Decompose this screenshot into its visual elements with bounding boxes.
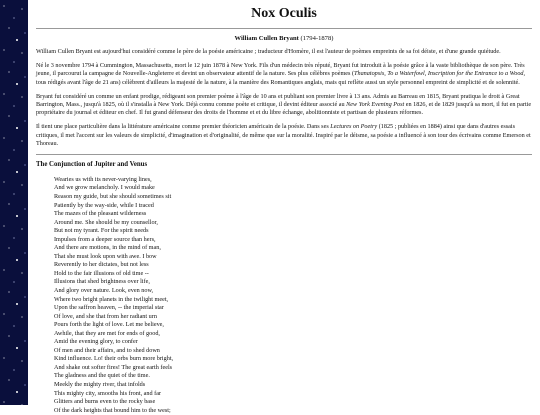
site-title: Nox Oculis (251, 6, 317, 21)
poem-line: And we grow melancholy. I would make (54, 184, 155, 192)
bio-paragraph-2-text-b: , tous rédigés avant l'âge de 21 ans) célèbrent d'ailleurs la majesté de la nature, à la manière des Romantiques anglais, mais qui reflète aussi un style personnel empreint de simplicité et de solennité. (36, 70, 526, 86)
poem-line: Reason my guide, but she should sometimes sit (54, 192, 172, 200)
poem-line: Illusions that shed brightness over life, (54, 278, 150, 286)
poem-line: Reverently to her dictates, but not less (54, 261, 149, 269)
poem-line: This mighty city, smooths his front, and far (54, 389, 162, 397)
poem-line: Amid the evening glory, to confer (54, 338, 138, 346)
poem-line: Meekly the mighty river, that infolds (54, 381, 146, 388)
author-dates: (1794-1878) (298, 35, 334, 42)
poem-body (54, 176, 532, 415)
poem-line: Impulses from a deeper source than hers, (54, 235, 156, 243)
poem-line: Kind influence. Lo! their orbs burn more bright, (54, 355, 174, 363)
author-name: William Cullen Bryant (234, 35, 299, 42)
poem-line: Of the dark heights that bound him to the west; (54, 406, 171, 414)
newspaper-title: New York Evening Post (346, 100, 405, 108)
bio-paragraph-4 (36, 123, 532, 148)
lectures-title: Lectures on Poetry (330, 123, 378, 131)
title-divider (36, 28, 532, 29)
bio-paragraph-3 (36, 93, 532, 118)
poem-title-thanatopsis: Thanatopsis (354, 70, 385, 78)
bio-paragraph-2-text-a: Né le 3 novembre 1794 à Cummington, Massachusetts, mort le 12 juin 1878 à New York. Fils d'un médecin très réputé, Bryant fut introduit à la poésie grâce à la vaste bibliothèque de son père. Très jeune, il parcourut la campagne de Nouvelle-Angleterre et devint un observateur attentif de la nature. Ses plus célèbres poèmes ( (36, 62, 525, 78)
page-content (36, 0, 532, 414)
poem-title-inscription: Inscription for the Entrance to a Wood (427, 70, 524, 78)
poem-line: Patiently by the way-side, while I traced (54, 201, 154, 209)
poem-line: Of love, and she that from her radiant urn (54, 312, 157, 320)
bio-paragraph-4-text-b: (1825 ; publiées en 1884) ainsi que dans d'autres essais critiques, il met l'accent sur les valeurs de simplicité, d'imagination et d'originalité, de même que sur la moralité. Inspiré par le déisme, sa poésie a influencé à son tour des écrivains comme Emerson et Thoreau. (36, 123, 531, 147)
bio-paragraph-4-text-a: Il tient une place particulière dans la littérature américaine comme premier théoricien américain de la poésie. Dans ses (36, 123, 331, 131)
poem-line: Around me. She should be my counsellor, (54, 218, 158, 226)
section-divider (36, 154, 532, 155)
poem-line: But not my tyrant. For the spirit needs (54, 227, 149, 235)
poem-title: The Conjunction of Jupiter and Venus (36, 160, 148, 168)
poem-line: And shake out softer fires! The great earth feels (54, 363, 173, 371)
poem-line: The mazes of the pleasant wilderness (54, 210, 147, 218)
separator: , (424, 70, 428, 78)
poem-line: The gladness and the quiet of the time. (54, 372, 150, 380)
bio-paragraph-2 (36, 62, 532, 87)
bio-paragraph-3-text-b: en 1826, et de 1829 jusqu'à sa mort, il fut en partie propriétaire du journal et éditeur en chef. Il fut grand défenseur des droits de l'homme et et du libre échange, abolitionniste et partisan de plusieurs réformes. (36, 100, 532, 117)
poem-line: Wearies us with its never-varying lines, (54, 175, 152, 183)
author-byline (36, 35, 532, 42)
starfield-background (0, 0, 28, 405)
poem-line: Pours forth the light of love. Let me believe, (54, 321, 164, 329)
poem-line: Hold to the fair illusions of old time -- (54, 269, 149, 277)
poem-line: And glory over nature. Look, even now, (54, 286, 154, 294)
bio-paragraph-3-text-a: Bryant fut considéré un comme un enfant prodige, rédigeant son premier poème à l'âge de 10 ans et publiant son premier livre à 13 ans. Admis au Barreau en 1815, Bryant pratiqua le droit à Great Barrington, Mass., jusqu'à 1825, où il s'installa à New York. Déjà connu comme poète et critique, il devint éditeur associé au (36, 92, 520, 108)
poem-line: Where two bright planets in the twilight meet, (54, 295, 169, 303)
poem-line: Upon the saffron heaven, -- the imperial star (54, 304, 164, 312)
poem-line: Of men and their affairs, and to shed down (54, 346, 160, 354)
poem-line: That she must look upon with awe. I bow (54, 252, 157, 260)
separator: , (384, 70, 388, 78)
bio-paragraph-1: William Cullen Bryant est aujourd'hui considéré comme le père de la poésie américaine ; traducteur d'Homère, il est l'auteur de poèmes empreints de sa foi déiste, et d'une grande quiétude. (36, 48, 501, 55)
poem-line: And there are motions, in the mind of man, (54, 244, 161, 252)
poem-line: Awhile, that they are met for ends of good, (54, 329, 160, 337)
poem-title-waterfowl: To a Waterfowl (387, 70, 425, 78)
poem-line: Glitters and burns even to the rocky base (54, 398, 156, 406)
